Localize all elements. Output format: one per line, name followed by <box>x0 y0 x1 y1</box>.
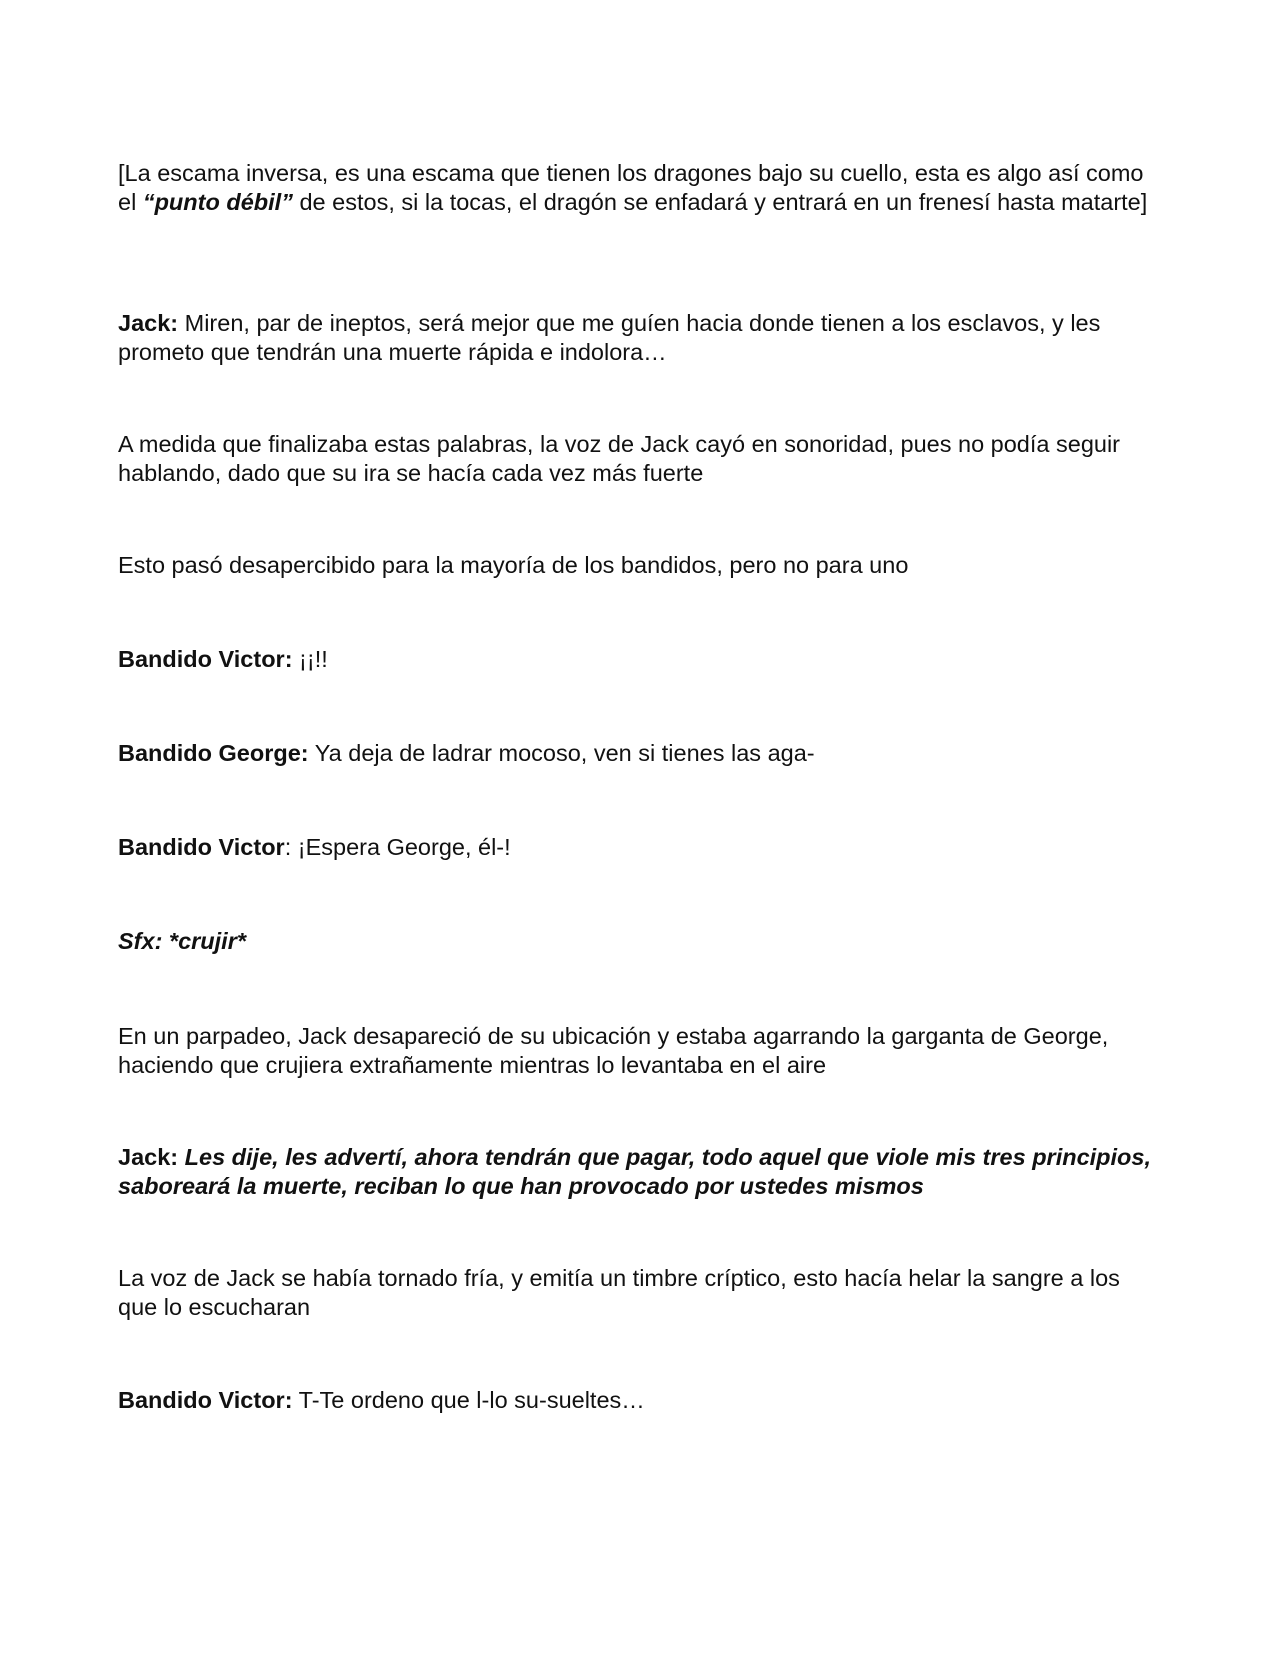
dialogue-george-1 <box>118 739 1158 768</box>
sfx-line <box>118 927 1158 956</box>
dialogue-text: Les dije, les advertí, ahora tendrán que pagar, todo aquel que viole mis tres principios, saboreará la muerte, reciban lo que han provocado por ustedes mismos <box>118 1144 1152 1199</box>
speaker-label: Jack: <box>118 310 179 336</box>
paragraph-text: de estos, si la tocas, el dragón se enfadará y entrará en un frenesí hasta matarte] <box>292 189 1148 215</box>
speaker-label: Bandido Victor <box>118 834 285 860</box>
paragraph-text: La voz de Jack se había tornado fría, y emitía un timbre críptico, esto hacía helar la sangre a los que lo escucharan <box>118 1265 1120 1320</box>
paragraph-text: [La escama inversa, es una escama que tienen los dragones bajo su cuello, esta es algo así como el <box>118 160 1144 215</box>
paragraph-text: A medida que finalizaba estas palabras, la voz de Jack cayó en sonoridad, pues no podía seguir hablando, dado que su ira se hacía cada vez más fuerte <box>118 431 1121 486</box>
speaker-label: Jack: <box>118 1144 179 1170</box>
speaker-label: Bandido Victor: <box>118 646 293 672</box>
dialogue-victor-2 <box>118 833 1158 862</box>
dialogue-text: Miren, par de ineptos, será mejor que me guíen hacia donde tienen a los esclavos, y les prometo que tendrán una muerte rápida e indolora… <box>118 310 1101 365</box>
dialogue-victor-1 <box>118 645 1158 674</box>
dialogue-jack-1 <box>118 309 1158 367</box>
speaker-label: Bandido Victor: <box>118 1387 293 1413</box>
dialogue-text: Ya deja de ladrar mocoso, ven si tienes las aga- <box>308 740 815 766</box>
narration-paragraph-1 <box>118 430 1158 488</box>
narration-paragraph-2 <box>118 551 1158 580</box>
dialogue-victor-3 <box>118 1386 1158 1415</box>
dialogue-text: ¡¡!! <box>292 646 328 672</box>
speaker-label: Bandido George: <box>118 740 309 766</box>
narration-paragraph-4 <box>118 1264 1158 1322</box>
paragraph-text: Esto pasó desapercibido para la mayoría de los bandidos, pero no para uno <box>118 552 909 578</box>
paragraph-reverse-scale-note <box>118 159 1158 217</box>
paragraph-text: En un parpadeo, Jack desapareció de su ubicación y estaba agarrando la garganta de George, haciendo que crujiera extrañamente mientras lo levantaba en el aire <box>118 1023 1109 1078</box>
dialogue-text: T-Te ordeno que l-lo su-sueltes… <box>292 1387 645 1413</box>
sfx-text: Sfx: *crujir* <box>118 928 246 954</box>
narration-paragraph-3 <box>118 1022 1158 1080</box>
dialogue-jack-2 <box>118 1143 1158 1201</box>
emphasis-text: “punto débil” <box>142 189 293 215</box>
dialogue-text: : ¡Espera George, él-! <box>284 834 511 860</box>
